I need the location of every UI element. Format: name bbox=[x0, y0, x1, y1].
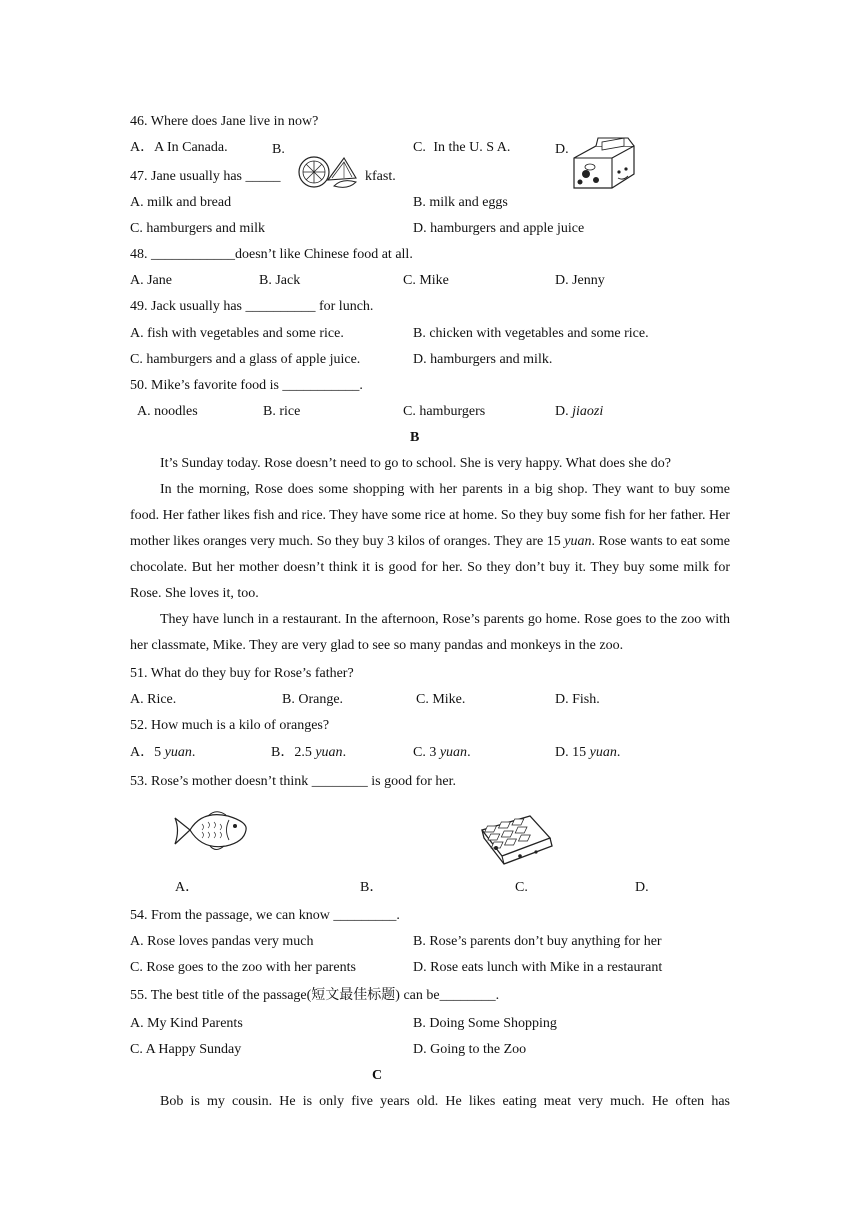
q52-b-unit: yuan bbox=[315, 745, 343, 760]
q48-option-c: C. Mike bbox=[403, 273, 449, 288]
q48-stem: 48. ____________doesn’t like Chinese food at all. bbox=[130, 247, 413, 262]
q54-option-c: C. Rose goes to the zoo with her parents bbox=[130, 960, 356, 975]
q52-d-unit: yuan bbox=[589, 745, 617, 760]
passage-b-p1: It’s Sunday today. Rose doesn’t need to go to school. She is very happy. What does she do? bbox=[160, 456, 671, 471]
q49-option-b: B. chicken with vegetables and some rice. bbox=[413, 326, 649, 341]
q55-option-c: C. A Happy Sunday bbox=[130, 1042, 242, 1057]
q46-option-c bbox=[413, 139, 510, 157]
q48-option-a: A. Jane bbox=[130, 273, 172, 288]
q51-option-a: A. Rice. bbox=[130, 692, 177, 707]
q46-option-d-label: D. bbox=[555, 142, 569, 157]
q50-stem: 50. Mike’s favorite food is ___________. bbox=[130, 378, 363, 393]
q52-option-b bbox=[271, 744, 346, 762]
q52-a-unit: yuan bbox=[164, 745, 192, 760]
q51-option-b: B. Orange. bbox=[282, 692, 344, 707]
q52-c-num: 3 bbox=[429, 745, 437, 760]
passage-b-p2-part2: . Rose wants to eat some chocolate. But her mother doesn’t think it is good for her. So they don’t buy it. They buy some milk for Rose. She loves it, too. bbox=[130, 534, 730, 601]
q46-stem: 46. Where does Jane live in now? bbox=[130, 114, 319, 129]
q55-stem: 55. The best title of the passage(短文最佳标题) can be________. bbox=[130, 988, 500, 1003]
q52-option-d bbox=[555, 744, 620, 762]
q47-stem-start: 47. Jane usually has _____ bbox=[130, 169, 281, 184]
q50-d-label: D. bbox=[555, 404, 569, 419]
q55-option-a: A. My Kind Parents bbox=[130, 1016, 243, 1031]
q48-option-d: D. Jenny bbox=[555, 273, 605, 288]
q51-option-d: D. Fish. bbox=[555, 692, 600, 707]
q52-c-dot: . bbox=[467, 745, 471, 760]
q52-d-dot: . bbox=[616, 745, 621, 760]
fish-icon bbox=[172, 806, 250, 854]
q54-option-a: A. Rose loves pandas very much bbox=[130, 934, 314, 949]
q50-option-c: C. hamburgers bbox=[403, 404, 486, 419]
q52-option-a bbox=[130, 744, 195, 762]
q50-d-text: jiaozi bbox=[572, 404, 604, 419]
q55-option-b: B. Doing Some Shopping bbox=[413, 1016, 557, 1031]
orange-slices-icon bbox=[298, 150, 360, 190]
q49-option-c: C. hamburgers and a glass of apple juice. bbox=[130, 352, 361, 367]
q49-option-d: D. hamburgers and milk. bbox=[413, 352, 553, 367]
q54-option-d: D. Rose eats lunch with Mike in a restaurant bbox=[413, 960, 663, 975]
q46-a-label: A． bbox=[130, 140, 155, 155]
q52-b-label: B． bbox=[271, 745, 295, 760]
q52-c-unit: yuan bbox=[439, 745, 468, 760]
q52-d-label: D. bbox=[555, 745, 569, 760]
q46-c-label: C. bbox=[413, 140, 426, 155]
q52-stem: 52. How much is a kilo of oranges? bbox=[130, 718, 330, 733]
q46-c-text: In the U. S A. bbox=[433, 140, 511, 155]
q51-option-c: C. Mike. bbox=[416, 692, 466, 707]
q53-stem: 53. Rose’s mother doesn’t think ________ is good for her. bbox=[130, 774, 456, 789]
q47-option-a: A. milk and bread bbox=[130, 195, 232, 210]
q54-option-b: B. Rose’s parents don’t buy anything for her bbox=[413, 934, 662, 949]
q49-option-a: A. fish with vegetables and some rice. bbox=[130, 326, 344, 341]
q52-option-c bbox=[413, 744, 471, 762]
section-c-heading: C bbox=[372, 1068, 383, 1083]
passage-b-p2 bbox=[130, 477, 730, 607]
passage-b-p3: They have lunch in a restaurant. In the afternoon, Rose’s parents go home. Rose goes to the zoo with her classmate, Mike. They are very glad to see so many pandas and monkeys in the zoo. bbox=[130, 612, 730, 653]
q46-option-b-label: B. bbox=[272, 142, 285, 157]
q47-stem-end: kfast. bbox=[365, 169, 396, 184]
q53-option-a: A． bbox=[175, 880, 200, 895]
passage-c-p1: Bob is my cousin. He is only five years old. He likes eating meat very much. He often has bbox=[160, 1094, 730, 1109]
q46-a-text: A In Canada. bbox=[154, 140, 228, 155]
q52-a-label: A． bbox=[130, 745, 155, 760]
q47-option-c: C. hamburgers and milk bbox=[130, 221, 266, 236]
chocolate-box-icon bbox=[480, 812, 558, 864]
q52-a-num: 5 bbox=[154, 745, 162, 760]
q54-stem: 54. From the passage, we can know _________. bbox=[130, 908, 400, 923]
q47-option-d: D. hamburgers and apple juice bbox=[413, 221, 585, 236]
q50-option-a: A. noodles bbox=[137, 404, 198, 419]
passage-b-p2-yuan: yuan bbox=[564, 534, 592, 549]
q52-a-dot: . bbox=[191, 745, 196, 760]
passage-b-p2-part1: In the morning, Rose does some shopping with her parents in a big shop. They want to buy some food. Her father likes fish and rice. They have some rice at home. So they buy some fish for her father. Her mother likes oranges very much. So they buy 3 kilos of oranges. They are 15 bbox=[130, 482, 730, 549]
q47-option-b: B. milk and eggs bbox=[413, 195, 508, 210]
q49-stem: 49. Jack usually has __________ for lunch. bbox=[130, 299, 374, 314]
milk-carton-icon bbox=[568, 136, 640, 192]
section-b-heading: B bbox=[410, 430, 420, 445]
q53-option-c: C. bbox=[515, 880, 528, 895]
q55-option-d: D. Going to the Zoo bbox=[413, 1042, 527, 1057]
q52-c-label: C. bbox=[413, 745, 426, 760]
q52-b-dot: . bbox=[342, 745, 347, 760]
q52-d-num: 15 bbox=[572, 745, 587, 760]
q53-option-d: D. bbox=[635, 880, 649, 895]
q53-option-b: B． bbox=[360, 880, 384, 895]
q51-stem: 51. What do they buy for Rose’s father? bbox=[130, 666, 354, 681]
q46-option-a bbox=[130, 139, 228, 157]
q50-option-b: B. rice bbox=[263, 404, 301, 419]
q48-option-b: B. Jack bbox=[259, 273, 301, 288]
q50-option-d bbox=[555, 403, 603, 421]
q52-b-num: 2.5 bbox=[294, 745, 312, 760]
